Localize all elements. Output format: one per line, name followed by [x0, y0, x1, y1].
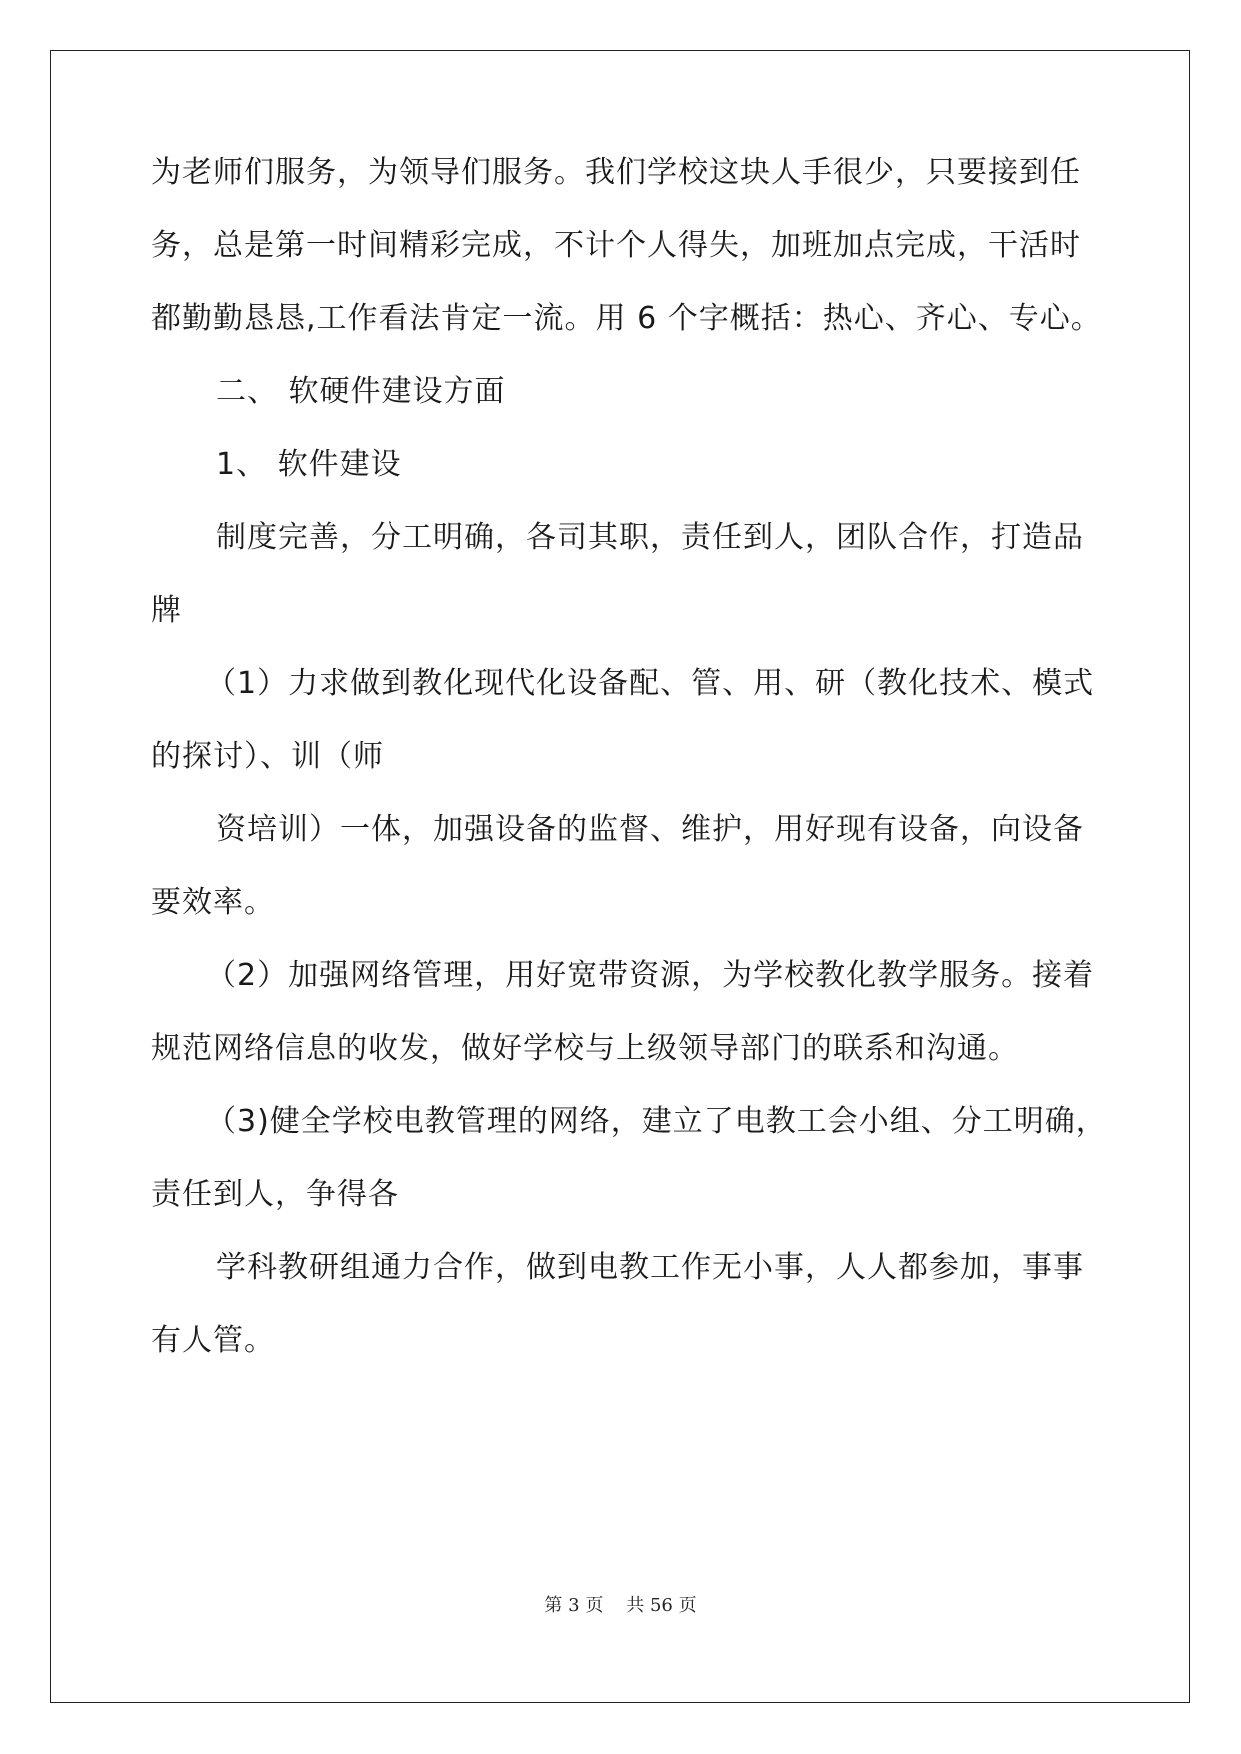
text-line: 制度完善，分工明确，各司其职，责任到人，团队合作，打造品	[216, 520, 1084, 555]
total-pages: 共 56 页	[626, 1595, 697, 1616]
page-border	[50, 50, 1190, 1703]
text-line: 资培训）一体，加强设备的监督、维护，用好现有设备，向设备	[216, 812, 1084, 847]
page-number: 第 3 页	[544, 1595, 604, 1616]
list-item-line: （1）力求做到教化现代化设备配、管、用、研（教化技术、模式	[206, 666, 1095, 701]
page-footer	[0, 1594, 1241, 1618]
text-line: 的探讨）、训（师	[151, 739, 384, 774]
list-item-line: （3)健全学校电教管理的网络，建立了电教工会小组、分工明确，	[206, 1104, 1107, 1139]
text-line: 学科教研组通力合作，做到电教工作无小事，人人都参加，事事	[216, 1250, 1084, 1285]
text-line: 责任到人，争得各	[151, 1177, 399, 1212]
subsection-heading: 1、 软件建设	[216, 447, 402, 482]
text-line: 有人管。	[151, 1323, 275, 1358]
text-line: 都勤勤恳恳,工作看法肯定一流。用 6 个字概括：热心、齐心、专心。	[151, 301, 1102, 336]
text-line: 规范网络信息的收发，做好学校与上级领导部门的联系和沟通。	[151, 1031, 1019, 1066]
text-line: 为老师们服务，为领导们服务。我们学校这块人手很少，只要接到任	[151, 155, 1081, 190]
text-line: 务，总是第一时间精彩完成，不计个人得失，加班加点完成，干活时	[151, 228, 1081, 263]
text-line: 牌	[151, 593, 182, 628]
text-line: 要效率。	[151, 885, 275, 920]
list-item-line: （2）加强网络管理，用好宽带资源，为学校教化教学服务。接着	[206, 958, 1095, 993]
section-heading: 二、 软硬件建设方面	[216, 374, 506, 409]
